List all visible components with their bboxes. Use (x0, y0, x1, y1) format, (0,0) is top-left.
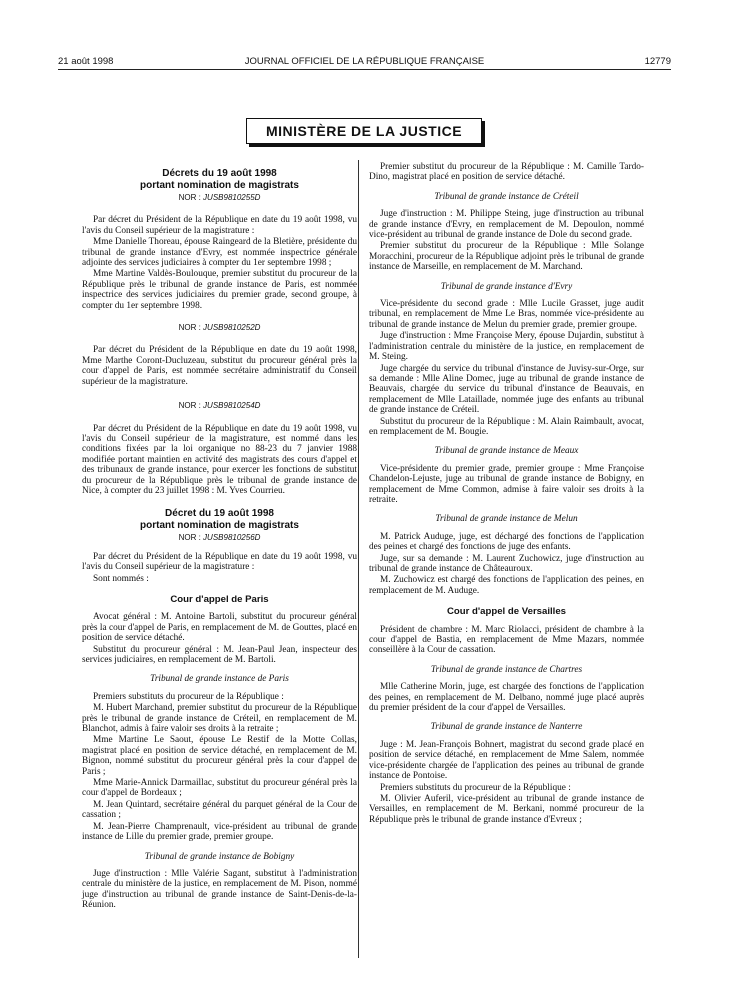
nor-label: NOR : (178, 323, 201, 333)
paragraph: Par décret du Président de la République en date du 19 août 1998, vu l'avis du Conseil supérieur de la magistrature : (82, 551, 357, 573)
tribunal-heading: Tribunal de grande instance de Meaux (434, 446, 579, 457)
paragraph: Juge d'instruction : Mme Françoise Mery, épouse Dujardin, substitut à l'administration centrale du ministère de la justice, en remplacement de M. Steing. (369, 331, 644, 363)
nor-code: JUSB9810254D (203, 401, 261, 411)
tribunal-heading: Tribunal de grande instance de Chartres (430, 664, 583, 675)
paragraph: Juge, sur sa demande : M. Laurent Zuchowicz, juge d'instruction au tribunal de grande instance de Châteauroux. (369, 553, 644, 574)
paragraph: M. Jean Quintard, secrétaire général du parquet général de la Cour de cassation ; (82, 799, 357, 821)
nor-code: JUSB9810256D (203, 533, 261, 543)
tribunal-heading: Tribunal de grande instance de Bobigny (144, 851, 295, 862)
paragraph: Premiers substituts du procureur de la République : (380, 782, 571, 793)
paragraph: Substitut du procureur général : M. Jean-Paul Jean, inspecteur des services judiciaires, en remplacement de M. Bartoli. (82, 644, 357, 665)
paragraph: Premiers substituts du procureur de la République : (93, 691, 284, 702)
nor-label: NOR : (178, 193, 201, 202)
tribunal-heading: Tribunal de grande instance de Paris (150, 674, 289, 685)
column-divider (358, 160, 359, 958)
paragraph: M. Patrick Auduge, juge, est déchargé des fonctions de l'application des peines et chargé des fonctions de juge des enfants. (369, 531, 644, 553)
tribunal-heading: Tribunal de grande instance de Nanterre (430, 722, 583, 733)
paragraph: Substitut du procureur de la République : M. Alain Raimbault, avocat, en remplacement de M. Bougie. (369, 416, 644, 437)
paragraph: Par décret du Président de la République en date du 19 août 1998, vu l'avis du Conseil supérieur de la magistrature : (82, 215, 357, 236)
paragraph: Par décret du Président de la République en date du 19 août 1998, Mme Marthe Coront-Ducluzeau, substitut du procureur général près la cour d'appel de Paris, est nommée secrétaire administratif du Conseil supérieur de la magistrature. (82, 345, 357, 387)
nor-ref-4 (82, 533, 357, 543)
paragraph: Mme Danielle Thoreau, épouse Raingeard de la Bletière, présidente du tribunal de grande instance d'Evry, est nommée inspectrice générale adjointe des services judiciaires à compter du 1er septembre 1998 ; (82, 237, 357, 269)
section-heading: Cour d'appel de Paris (170, 593, 269, 605)
nor-ref-1 (82, 193, 357, 203)
paragraph: Sont nommés : (93, 573, 149, 584)
paragraph: Mme Martine Valdès-Boulouque, premier substitut du procureur de la République près le tribunal de grande instance de Paris, est nommée inspectrice des services judiciaires du premier grade, second groupe, à compter du 1er septembre 1998. (82, 269, 357, 311)
tribunal-heading: Tribunal de grande instance de Créteil (434, 191, 579, 202)
paragraph: Juge d'instruction : M. Philippe Steing, juge d'instruction au tribunal de grande instance d'Evry, en remplacement de M. Depoulon, nommé vice-président au tribunal de grande instance de Dole du second grade. (369, 209, 644, 241)
nor-code: JUSB9810255D (203, 193, 261, 202)
tribunal-heading: Tribunal de grande instance d'Evry (440, 281, 573, 292)
header-rule (58, 69, 671, 70)
paragraph: M. Jean-Pierre Champrenault, vice-président au tribunal de grande instance de Lille du premier grade, premier groupe. (82, 821, 357, 843)
nor-ref-3 (82, 401, 357, 411)
nor-code: JUSB9810252D (203, 323, 261, 333)
tribunal-heading: Tribunal de grande instance de Melun (435, 514, 578, 525)
nor-ref-2 (82, 323, 357, 333)
ministry-heading: MINISTÈRE DE LA JUSTICE (246, 118, 482, 144)
decree-subtitle-2: portant nomination de magistrats (140, 519, 299, 531)
section-heading: Cour d'appel de Versailles (446, 606, 567, 618)
paragraph: Mlle Catherine Morin, juge, est chargée des fonctions de l'application des peines, en remplacement de M. Delbano, nommé juge placé auprès du premier président de la cour d'appel de Versailles. (369, 682, 644, 714)
decree-subtitle-1: portant nomination de magistrats (140, 179, 299, 191)
page-header (58, 56, 671, 70)
paragraph: Premier substitut du procureur de la République : M. Camille Tardo-Dino, magistrat placé en position de service détaché. (369, 162, 644, 183)
header-date: 21 août 1998 (58, 56, 114, 67)
paragraph: Président de chambre : M. Marc Riolacci, président de chambre à la cour d'appel de Bastia, en remplacement de Mme Mazars, nommée conseillère à la Cour de cassation. (369, 624, 644, 656)
paragraph: Mme Marie-Annick Darmaillac, substitut du procureur général près la cour d'appel de Bordeaux ; (82, 778, 357, 799)
paragraph: Mme Martine Le Saout, épouse Le Restif de la Motte Collas, magistrat placé en position de service détaché, en remplacement de M. Bignon, nommé substitut du procureur général près la cour d'appel de Paris ; (82, 735, 357, 777)
left-column (82, 162, 357, 912)
nor-label: NOR : (178, 401, 201, 411)
paragraph: Par décret du Président de la République en date du 19 août 1998, vu l'avis du Conseil supérieur de la magistrature, est nommé dans les conditions fixées par la loi organique no 88-23 du 7 janvier 1988 modifiée portant maintien en activité des magistrats des cours d'appel et des tribunaux de grande instance, pour exercer les fonctions de substitut du procureur de la République près le tribunal de grande instance de Nice, à compter du 23 juillet 1998 : M. Yves Courrieu. (82, 423, 357, 496)
paragraph: M. Zuchowicz est chargé des fonctions de l'application des peines, en remplacement de M. Auduge. (369, 575, 644, 596)
paragraph: Avocat général : M. Antoine Bartoli, substitut du procureur général près la cour d'appel de Paris, en remplacement de M. de Gouttes, placé en position de service détaché. (82, 612, 357, 644)
decree-title-2: Décret du 19 août 1998 (165, 508, 274, 520)
paragraph: Vice-présidente du second grade : Mlle Lucile Grasset, juge audit tribunal, en remplacement de Mme Le Bras, nommée vice-présidente au tribunal de grande instance de Melun du premier grade, premier groupe. (369, 299, 644, 330)
header-journal-title: JOURNAL OFFICIEL DE LA RÉPUBLIQUE FRANÇAISE (244, 56, 485, 67)
right-column (369, 162, 644, 826)
paragraph: M. Olivier Auferil, vice-président au tribunal de grande instance de Versailles, en remplacement de M. Berkani, nommé procureur de la République près le tribunal de grande instance d'Evreux ; (369, 793, 644, 825)
decree-title-1: Décrets du 19 août 1998 (162, 168, 277, 179)
paragraph: M. Hubert Marchand, premier substitut du procureur de la République près le tribunal de grande instance de Créteil, en remplacement de M. Blanchot, admis à faire valoir ses droits à la retraite ; (82, 703, 357, 735)
paragraph: Juge : M. Jean-François Bohnert, magistrat du second grade placé en position de service détaché, en remplacement de Mme Salem, nommée vice-présidente chargée de l'application des peines au tribunal de grande instance de Pontoise. (369, 739, 644, 782)
paragraph: Juge chargée du service du tribunal d'instance de Juvisy-sur-Orge, sur sa demande : Mlle Aline Domec, juge au tribunal de grande instance de Beauvais, chargée du service du tribunal d'instance de Beauvais, en remplacement de Mlle Lataillade, nommée juge des enfants au tribunal de grande instance de Créteil. (369, 363, 644, 416)
nor-label: NOR : (178, 533, 201, 543)
header-page-number: 12779 (644, 56, 671, 67)
paragraph: Vice-présidente du premier grade, premier groupe : Mme Françoise Chandelon-Lejuste, juge au tribunal de grande instance de Bobigny, en remplacement de Mme Common, admise à faire valoir ses droits à la retraite. (369, 463, 644, 505)
paragraph: Juge d'instruction : Mlle Valérie Sagant, substitut à l'administration centrale du ministère de la justice, en remplacement de M. Pison, nommé juge d'instruction au tribunal de grande instance de Saint-Denis-de-la-Réunion. (82, 868, 357, 911)
paragraph: Premier substitut du procureur de la République : Mlle Solange Moracchini, procureur de la République adjoint près le tribunal de grande instance de Marseille, en remplacement de M. Marchand. (369, 241, 644, 273)
